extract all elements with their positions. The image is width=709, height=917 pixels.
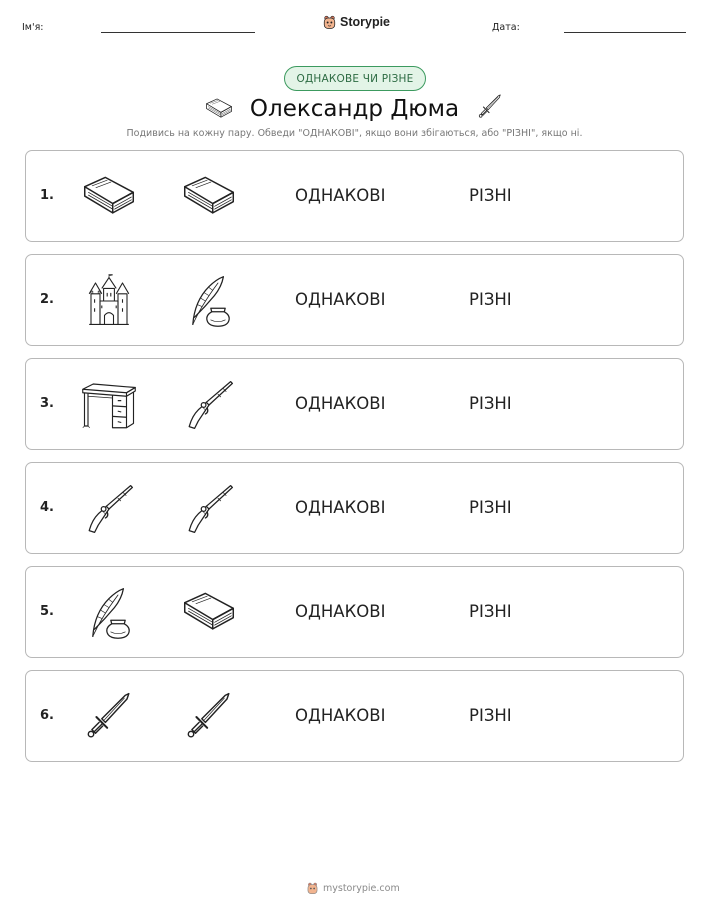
same-option[interactable]: ОДНАКОВІ bbox=[295, 706, 386, 725]
name-line[interactable] bbox=[101, 32, 255, 33]
same-option[interactable]: ОДНАКОВІ bbox=[295, 186, 386, 205]
row-number: 2. bbox=[40, 292, 54, 307]
same-option[interactable]: ОДНАКОВІ bbox=[295, 394, 386, 413]
musket-icon bbox=[181, 482, 237, 536]
row-number: 1. bbox=[40, 188, 54, 203]
musket-icon bbox=[181, 378, 237, 432]
sword-icon bbox=[476, 93, 504, 121]
title-row bbox=[0, 92, 709, 126]
castle-icon bbox=[81, 274, 137, 328]
name-label: Ім'я: bbox=[22, 22, 44, 33]
quill-inkwell-icon bbox=[81, 586, 137, 640]
exercise-row bbox=[25, 566, 684, 658]
book-icon bbox=[181, 586, 237, 640]
exercise-row bbox=[25, 254, 684, 346]
brand-name: Storypie bbox=[340, 15, 391, 29]
date-label: Дата: bbox=[492, 22, 520, 33]
footer bbox=[306, 879, 400, 897]
exercise-row bbox=[25, 358, 684, 450]
exercise-row bbox=[25, 670, 684, 762]
desk-icon bbox=[81, 378, 137, 432]
instructions: Подивись на кожну пару. Обведи "ОДНАКОВІ", якщо вони збігаються, або "РІЗНІ", якщо ні. bbox=[126, 128, 583, 139]
row-number: 6. bbox=[40, 708, 54, 723]
different-option[interactable]: РІЗНІ bbox=[469, 706, 512, 725]
different-option[interactable]: РІЗНІ bbox=[469, 394, 512, 413]
different-option[interactable]: РІЗНІ bbox=[469, 602, 512, 621]
worksheet-header bbox=[0, 0, 709, 50]
row-number: 5. bbox=[40, 604, 54, 619]
footer-site: mystorypie.com bbox=[323, 882, 400, 894]
date-line[interactable] bbox=[564, 32, 686, 33]
book-icon bbox=[181, 170, 237, 224]
row-number: 3. bbox=[40, 396, 54, 411]
different-option[interactable]: РІЗНІ bbox=[469, 186, 512, 205]
brand-logo bbox=[322, 13, 390, 31]
exercise-row bbox=[25, 462, 684, 554]
different-option[interactable]: РІЗНІ bbox=[469, 290, 512, 309]
page-title: Олександр Дюма bbox=[249, 96, 460, 122]
same-option[interactable]: ОДНАКОВІ bbox=[295, 602, 386, 621]
storypie-mascot-icon bbox=[322, 15, 337, 30]
book-icon bbox=[81, 170, 137, 224]
row-number: 4. bbox=[40, 500, 54, 515]
worksheet-type-badge: ОДНАКОВЕ ЧИ РІЗНЕ bbox=[284, 66, 426, 91]
different-option[interactable]: РІЗНІ bbox=[469, 498, 512, 517]
storypie-mascot-icon bbox=[306, 882, 319, 895]
exercise-row bbox=[25, 150, 684, 242]
same-option[interactable]: ОДНАКОВІ bbox=[295, 290, 386, 309]
sword-icon bbox=[81, 690, 137, 744]
musket-icon bbox=[81, 482, 137, 536]
quill-inkwell-icon bbox=[181, 274, 237, 328]
sword-icon bbox=[181, 690, 237, 744]
same-option[interactable]: ОДНАКОВІ bbox=[295, 498, 386, 517]
